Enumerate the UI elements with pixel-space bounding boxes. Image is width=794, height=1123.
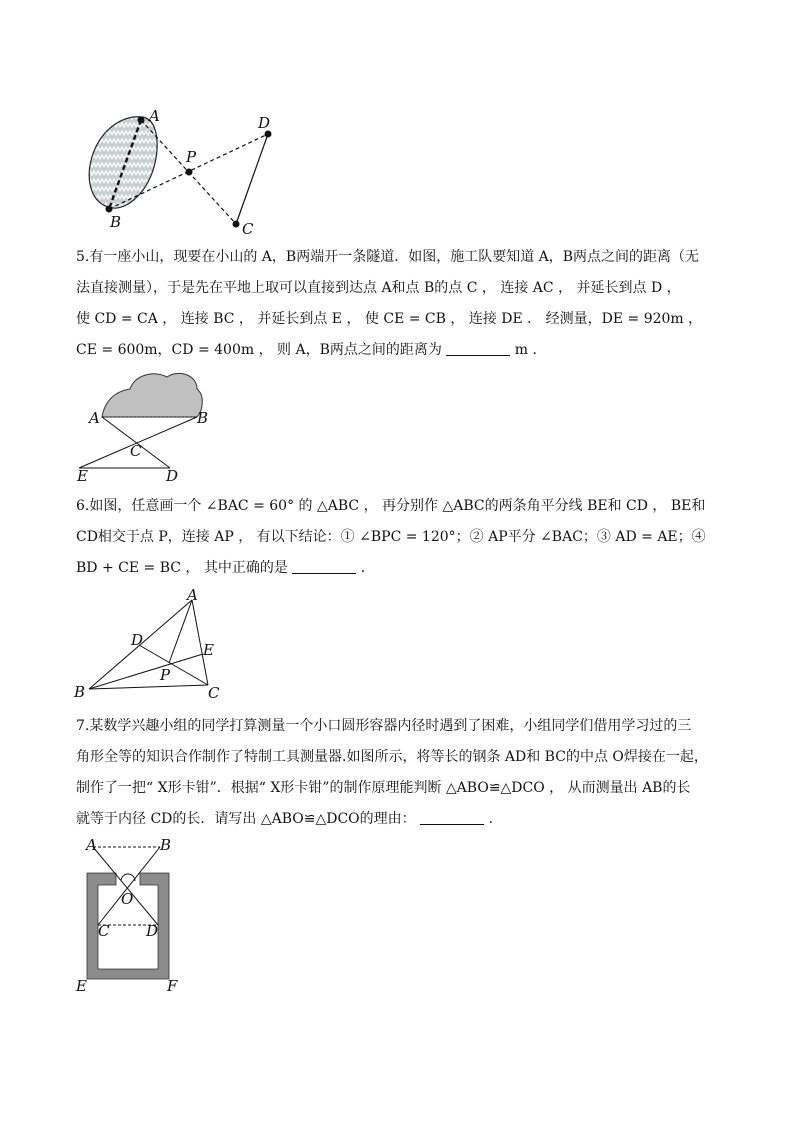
q7-line-4-tail: ． xyxy=(488,811,503,827)
rock-shape xyxy=(89,117,157,208)
side-bc xyxy=(89,685,208,689)
label-a: A xyxy=(86,836,97,854)
figure-hill xyxy=(75,365,220,485)
label-e: E xyxy=(76,977,87,995)
q5-line-4 xyxy=(76,335,722,366)
label-a: A xyxy=(89,409,100,427)
q7-line-2: 角形全等的知识合作制作了特制工具测量器.如图所示，将等长的钢条 AD和 BC的中点 O焊接在一起， xyxy=(76,749,708,765)
label-o: O xyxy=(121,890,134,908)
label-c: C xyxy=(208,684,220,702)
label-d: D xyxy=(146,922,159,940)
figure-tunnel-rock xyxy=(80,105,300,240)
q5-line-4-text: CE = 600m，CD = 400m ， 则 A，B两点之间的距离为 xyxy=(76,342,442,358)
q7-line-1: 7.某数学兴趣小组的同学打算测量一个小口圆形容器内径时遇到了困难，小组同学们借用学习过的三 xyxy=(76,718,692,734)
figure-x-caliper xyxy=(72,835,192,995)
segment-dc xyxy=(236,134,268,224)
label-e: E xyxy=(203,641,214,659)
q6-line-1: 6.如图，任意画一个 ∠BAC = 60° 的 △ABC ， 再分别作 △ABC的两条角平分线 BE和 CD ， BE和 xyxy=(76,498,706,514)
bar-bc xyxy=(98,847,160,925)
label-b: B xyxy=(74,683,86,701)
label-d: D xyxy=(258,114,271,132)
label-f: F xyxy=(167,977,178,995)
q5-line-3: 使 CD = CA ， 连接 BC ， 并延长到点 E ， 使 CE = CB ， 连接 DE ． 经测量，DE = 920m ， xyxy=(76,311,703,327)
q7-line-4 xyxy=(76,804,722,835)
q6-line-3-tail: ． xyxy=(360,560,375,576)
q6-line-3 xyxy=(76,553,722,584)
question-6 xyxy=(76,491,722,584)
figure-triangle xyxy=(72,588,232,703)
label-d: D xyxy=(131,631,144,649)
question-5 xyxy=(76,242,722,366)
label-b: B xyxy=(197,409,209,427)
label-e: E xyxy=(77,467,88,485)
q5-answer-blank[interactable] xyxy=(446,341,510,356)
q5-line-1: 5.有一座小山，现要在小山的 A，B两端开一条隧道．如图，施工队要知道 A，B两点之间的距离（无 xyxy=(76,249,700,265)
bisector-be xyxy=(89,654,203,689)
q7-line-4-text: 就等于内径 CD的长．请写出 △ABO≌△DCO的理由： xyxy=(76,811,416,827)
q7-line-3: 制作了一把“ X形卡钳”．根据“ X形卡钳”的制作原理能判断 △ABO≌△DCO ， 从而测量出 AB的长 xyxy=(76,780,691,796)
q7-answer-blank[interactable] xyxy=(420,810,484,825)
q6-line-2: CD相交于点 P，连接 AP ， 有以下结论：① ∠BPC = 120°；② AP平分 ∠BAC；③ AD = AE；④ xyxy=(76,529,706,545)
label-p: P xyxy=(160,666,171,684)
label-c: C xyxy=(242,220,254,238)
label-b: B xyxy=(110,213,122,231)
q6-answer-blank[interactable] xyxy=(292,559,356,574)
q6-line-3-text: BD + CE = BC ， 其中正确的是 xyxy=(76,560,288,576)
q5-line-4-tail: m ． xyxy=(514,342,547,358)
label-a: A xyxy=(149,107,160,125)
label-d: D xyxy=(166,467,179,485)
bar-ad xyxy=(93,847,158,925)
label-c: C xyxy=(130,442,142,460)
q5-line-2: 法直接测量），于是先在平地上取可以直接到达点 A和点 B的点 C ， 连接 AC ， 并延长到点 D ， xyxy=(76,280,681,296)
label-a: A xyxy=(187,586,198,604)
label-b: B xyxy=(160,836,172,854)
label-c: C xyxy=(98,922,110,940)
question-7 xyxy=(76,711,722,835)
label-p: P xyxy=(186,148,197,166)
hill-shape xyxy=(102,373,202,417)
